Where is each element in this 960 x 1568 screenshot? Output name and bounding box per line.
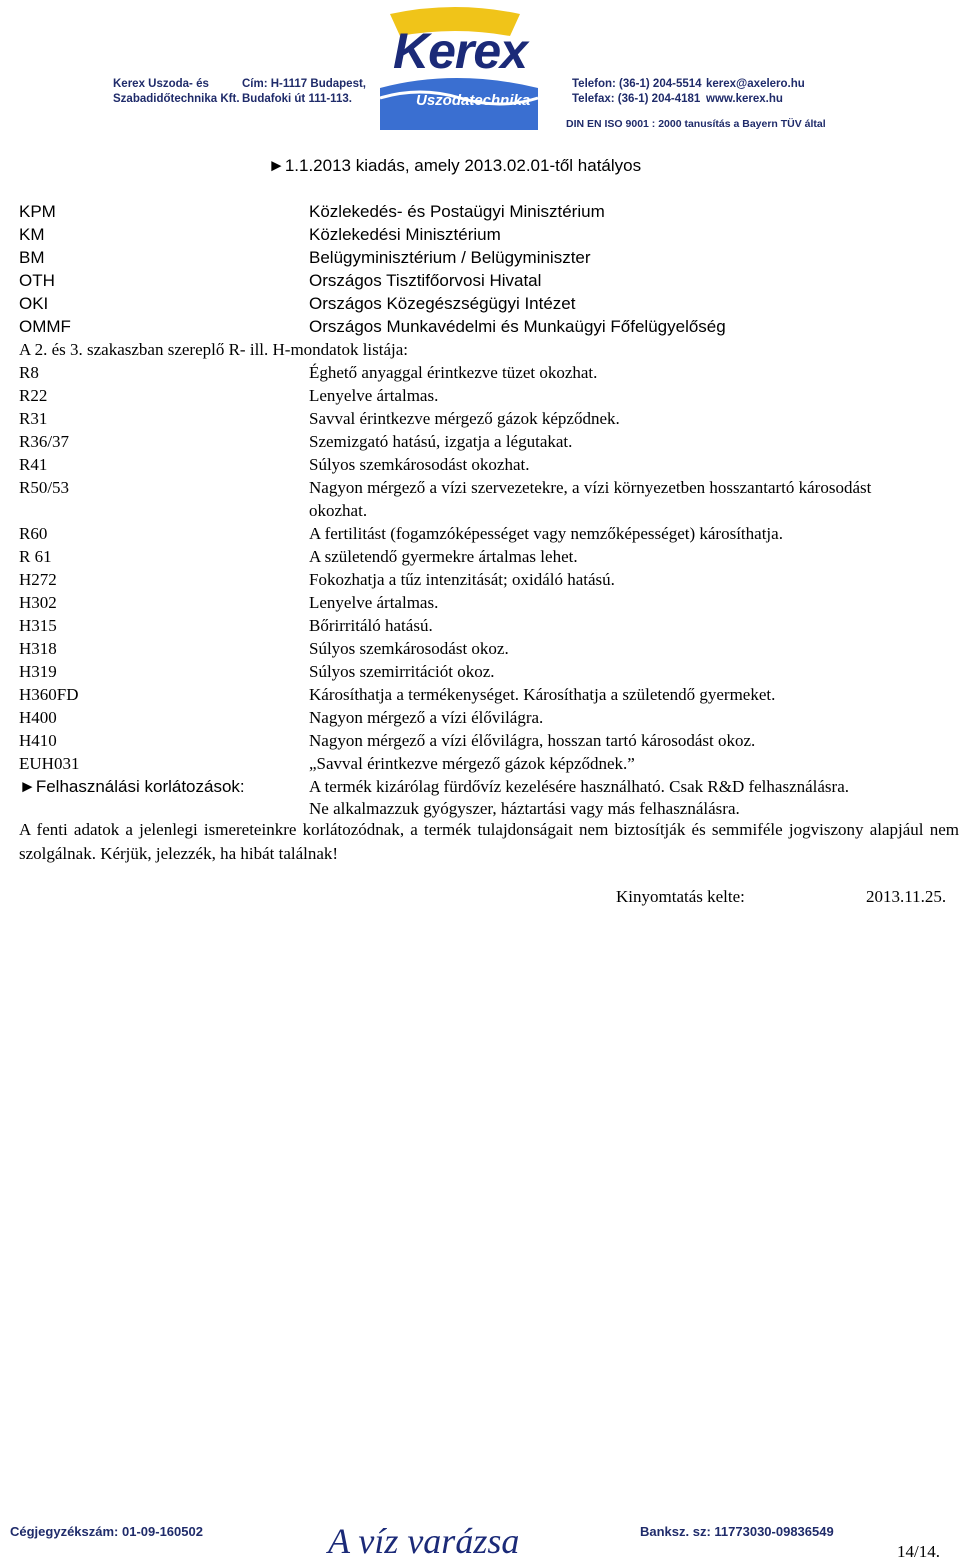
company-name <box>113 77 240 107</box>
phrase-desc: Lenyelve ártalmas. <box>309 593 439 612</box>
restrictions-row-continued <box>19 797 959 820</box>
abbreviation-row <box>19 315 959 338</box>
phrase-desc: Károsíthatja a termékenységet. Károsíthatja a születendő gyermeket. <box>309 685 776 704</box>
abbreviation-desc: Közlekedés- és Postaügyi Minisztérium <box>309 202 605 221</box>
abbreviation-desc: Országos Tisztifőorvosi Hivatal <box>309 271 542 290</box>
company-line-2: Szabadidőtechnika Kft. <box>113 93 240 105</box>
abbreviation-row <box>19 269 959 292</box>
list-heading-text: A 2. és 3. szakaszban szereplő R- ill. H-mondatok listája: <box>19 340 409 359</box>
phrase-row <box>19 752 959 775</box>
abbreviation-row <box>19 246 959 269</box>
letter-footer <box>0 1510 960 1568</box>
phrase-code: R36/37 <box>19 432 70 451</box>
abbreviation-desc: Közlekedési Minisztérium <box>309 225 501 244</box>
abbreviation-desc: Országos Közegészségügyi Intézet <box>309 294 576 313</box>
phrase-code: EUH031 <box>19 754 80 773</box>
logo-wordmark: Kerex <box>393 23 527 79</box>
phrase-code: R60 <box>19 524 48 543</box>
phone: Telefon: (36-1) 204-5514 <box>572 78 702 90</box>
phrase-desc: Súlyos szemkárosodást okozhat. <box>309 455 530 474</box>
phrase-desc: Súlyos szemirritációt okoz. <box>309 662 495 681</box>
fax: Telefax: (36-1) 204-4181 <box>572 93 701 105</box>
phrase-row <box>19 522 959 545</box>
disclaimer-paragraph: A fenti adatok a jelenlegi ismereteinkre korlátozódnak, a termék tulajdonságait nem biztosítják és semmiféle jogviszony alapjául nem szolgálnak. Kérjük, jelezzék, ha hibát találnak! <box>19 820 959 863</box>
address-line-1: Cím: H-1117 Budapest, <box>242 78 366 90</box>
phrase-code: R41 <box>19 455 48 474</box>
restrictions-row <box>19 775 959 798</box>
abbreviation-desc: Belügyminisztérium / Belügyminiszter <box>309 248 591 267</box>
phrase-row <box>19 568 959 591</box>
phrase-row <box>19 453 959 476</box>
phrase-desc: „Savval érintkezve mérgező gázok képződnek.” <box>309 754 635 773</box>
restrictions-line-2: Ne alkalmazzuk gyógyszer, háztartási vagy más felhasználásra. <box>309 799 740 818</box>
phrase-desc: Lenyelve ártalmas. <box>309 386 439 405</box>
phrase-row-continued <box>19 499 959 522</box>
abbreviation-code: OTH <box>19 271 55 290</box>
phrase-desc: A fertilitást (fogamzóképességet vagy nemzőképességet) károsíthatja. <box>309 524 783 543</box>
phrase-code: H360FD <box>19 685 79 704</box>
abbreviation-code: BM <box>19 248 45 267</box>
phrase-row <box>19 361 959 384</box>
logo-subtitle: Uszodatechnika <box>416 92 531 109</box>
phrase-code: H302 <box>19 593 57 612</box>
restrictions-label: ►Felhasználási korlátozások: <box>19 777 245 796</box>
phrase-desc: Fokozhatja a tűz intenzitását; oxidáló hatású. <box>309 570 615 589</box>
phrase-desc: Savval érintkezve mérgező gázok képződnek. <box>309 409 620 428</box>
phrase-row <box>19 683 959 706</box>
phrase-row <box>19 407 959 430</box>
footer-slogan: A víz varázsa <box>328 1521 520 1561</box>
phrase-desc: Éghető anyaggal érintkezve tüzet okozhat. <box>309 363 598 382</box>
phrase-code: H318 <box>19 639 57 658</box>
phrase-desc: Nagyon mérgező a vízi szervezetekre, a vízi környezetben hosszantartó károsodást <box>309 478 872 497</box>
list-heading <box>19 338 959 361</box>
phrase-code: R22 <box>19 386 48 405</box>
phrase-code: R50/53 <box>19 478 70 497</box>
phrase-desc: Bőrirritáló hatású. <box>309 616 433 635</box>
company-line-1: Kerex Uszoda- és <box>113 78 209 90</box>
phrase-row <box>19 660 959 683</box>
abbreviation-row <box>19 200 959 223</box>
edition-note: ►1.1.2013 kiadás, amely 2013.02.01-től hatályos <box>268 156 642 175</box>
phrase-row <box>19 476 959 499</box>
phrase-row <box>19 545 959 568</box>
phrase-desc: Nagyon mérgező a vízi élővilágra, hosszan tartó károsodást okoz. <box>309 731 756 750</box>
restrictions-line-1: A termék kizárólag fürdővíz kezelésére használható. Csak R&D felhasználásra. <box>309 777 849 796</box>
phrase-code: H319 <box>19 662 57 681</box>
abbreviation-row <box>19 223 959 246</box>
phrase-code: H400 <box>19 708 57 727</box>
phrase-row <box>19 637 959 660</box>
abbreviation-desc: Országos Munkavédelmi és Munkaügyi Főfelügyelőség <box>309 317 726 336</box>
company-contacts <box>706 77 805 107</box>
phrase-code: R31 <box>19 409 48 428</box>
phrase-code: R8 <box>19 363 39 382</box>
email: kerex@axelero.hu <box>706 78 805 90</box>
iso-certification: DIN EN ISO 9001 : 2000 tanusítás a Bayern TÜV által <box>566 118 826 130</box>
phrase-row <box>19 384 959 407</box>
phrase-code: H315 <box>19 616 57 635</box>
phrase-desc: Nagyon mérgező a vízi élővilágra. <box>309 708 544 727</box>
print-date-label: Kinyomtatás kelte: <box>616 887 745 906</box>
page-number: 14/14. <box>897 1542 940 1561</box>
phrase-desc: Súlyos szemkárosodást okoz. <box>309 639 509 658</box>
abbreviation-row <box>19 292 959 315</box>
company-address <box>242 77 366 107</box>
phrase-desc-continued: okozhat. <box>309 501 368 520</box>
phrase-row <box>19 729 959 752</box>
phrase-row <box>19 430 959 453</box>
phrase-row <box>19 614 959 637</box>
company-phone-fax <box>572 77 702 107</box>
phrase-code: H272 <box>19 570 57 589</box>
phrase-row <box>19 591 959 614</box>
phrase-row <box>19 706 959 729</box>
phrase-code: R 61 <box>19 547 52 566</box>
abbreviation-code: OKI <box>19 294 49 313</box>
phrase-code: H410 <box>19 731 57 750</box>
phrase-desc: A születendő gyermekre ártalmas lehet. <box>309 547 578 566</box>
abbreviation-code: OMMF <box>19 317 71 336</box>
print-date-value: 2013.11.25. <box>866 887 947 906</box>
bank-account: Banksz. sz: 11773030-09836549 <box>640 1524 834 1539</box>
abbreviation-code: KPM <box>19 202 56 221</box>
address-line-2: Budafoki út 111-113. <box>242 93 352 105</box>
website: www.kerex.hu <box>706 93 783 105</box>
company-registration: Cégjegyzékszám: 01-09-160502 <box>10 1524 203 1539</box>
phrase-desc: Szemizgató hatású, izgatja a légutakat. <box>309 432 573 451</box>
abbreviation-code: KM <box>19 225 45 244</box>
letterhead <box>0 0 960 140</box>
